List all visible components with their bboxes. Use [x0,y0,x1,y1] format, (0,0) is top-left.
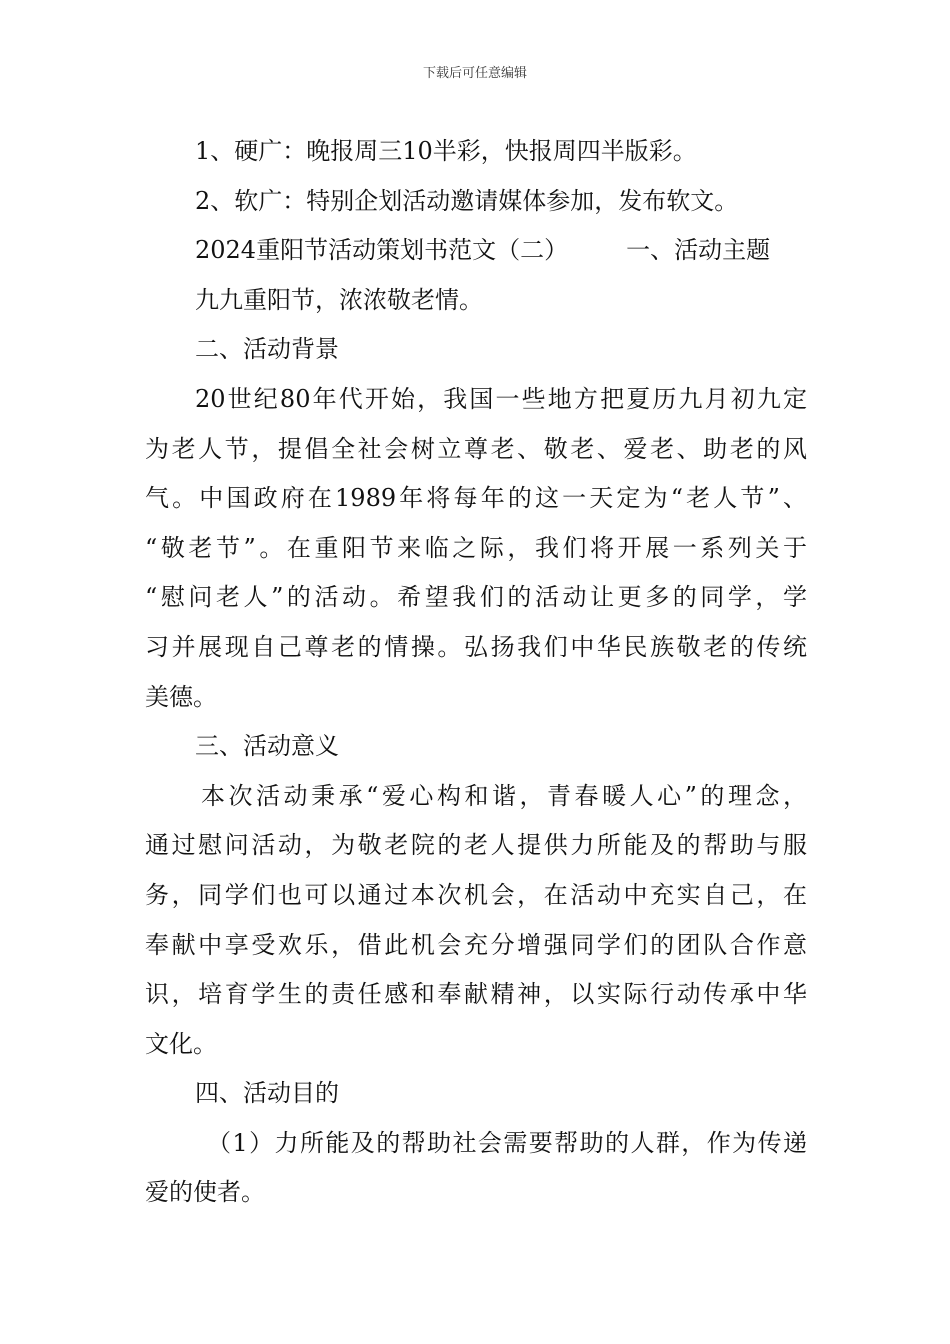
text-line: 本次活动秉承“爱心构和谐，青春暖人心”的理念， [201,781,807,810]
text-line: 务，同学们也可以通过本次机会，在活动中充实自己，在 [145,880,807,909]
heading-activity-purpose: 四、活动目的 [195,1079,339,1108]
paragraph-soft-ads: 2、软广：特别企划活动邀请媒体参加，发布软文。 [195,186,739,215]
text-line: 通过慰问活动，为敬老院的老人提供力所能及的帮助与服 [145,831,807,860]
page-header: 下载后可任意编辑 [422,66,527,81]
document-body [145,127,807,1218]
paragraph-theme: 九九重阳节，浓浓敬老情。 [195,285,483,314]
text-line: 为老人节，提倡全社会树立尊老、敬老、爱老、助老的风 [145,434,807,463]
text-line: 文化。 [145,1029,217,1058]
heading-activity-theme: 一、活动主题 [626,236,771,265]
text-line: （1）力所能及的帮助社会需要帮助的人群，作为传递 [207,1128,807,1157]
text-line: 美德。 [145,682,217,711]
text-line: 20世纪80年代开始，我国一些地方把夏历九月初九定 [195,384,807,413]
paragraph-hard-ads: 1、硬广：晚报周三10半彩，快报周四半版彩。 [195,137,697,165]
text-line: “敬老节”。在重阳节来临之际，我们将开展一系列关于 [145,533,807,562]
text-line: 气。中国政府在1989年将每年的这一天定为“老人节”、 [145,484,807,513]
text-line: 识，培育学生的责任感和奉献精神，以实际行动传承中华 [145,980,807,1009]
text-line: 习并展现自己尊老的情操。弘扬我们中华民族敬老的传统 [145,632,807,661]
heading-activity-significance: 三、活动意义 [195,732,339,761]
heading-activity-background: 二、活动背景 [195,335,339,364]
text-line: “慰问老人”的活动。希望我们的活动让更多的同学，学 [145,583,807,612]
section-title-line [145,226,807,276]
text-line: 奉献中享受欢乐，借此机会充分增强同学们的团队合作意 [145,930,807,959]
document-title: 2024重阳节活动策划书范文（二） [195,236,569,265]
text-line: 爱的使者。 [145,1178,265,1207]
